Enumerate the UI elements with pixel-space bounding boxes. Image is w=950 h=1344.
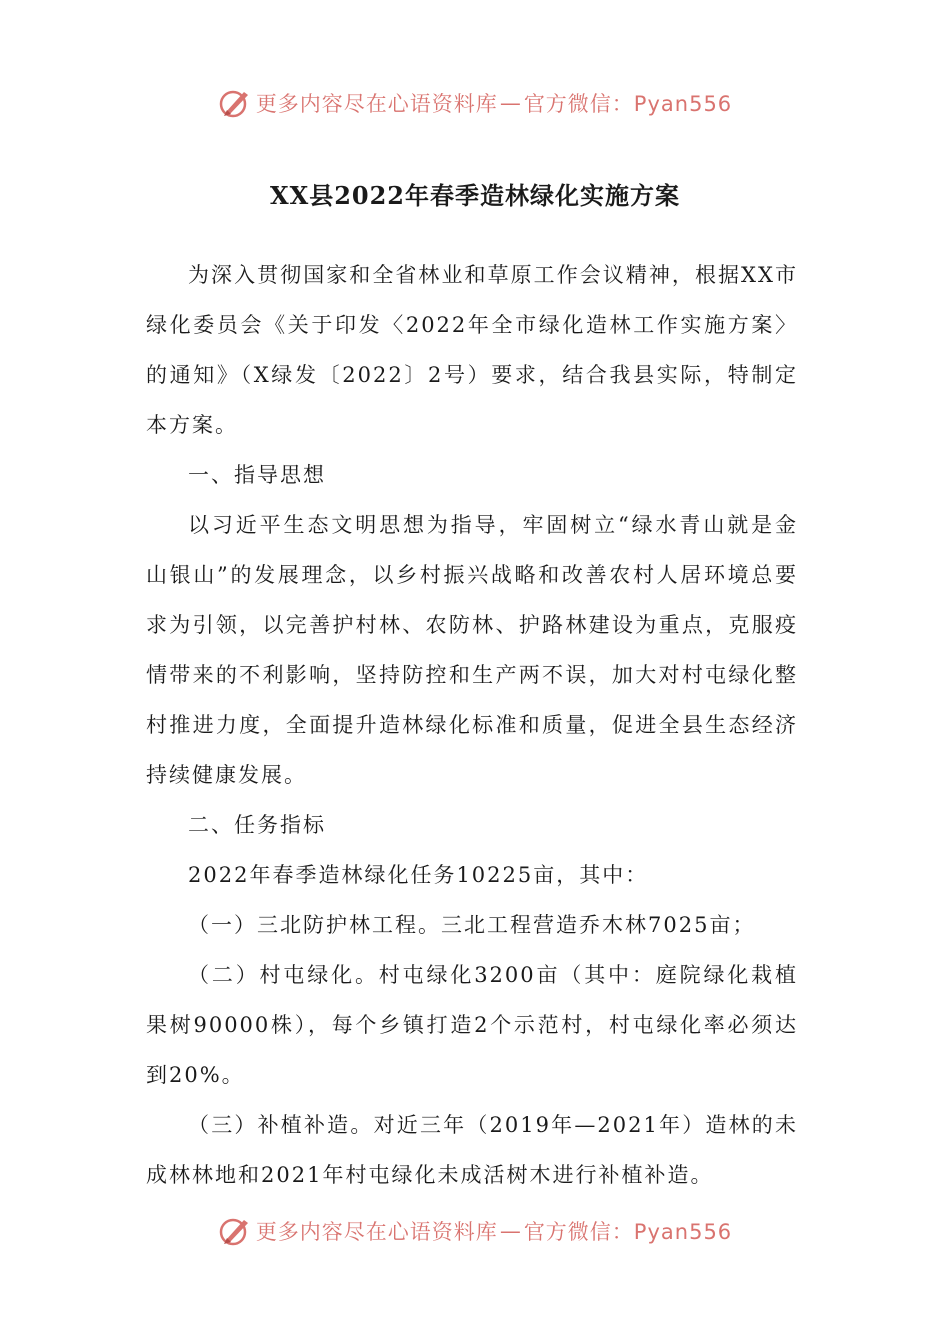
section-heading-task-indicators: 二、任务指标 bbox=[188, 813, 326, 837]
watermark-separator: — bbox=[499, 1219, 522, 1243]
pen-circle-icon bbox=[218, 1214, 252, 1248]
watermark-text: 更多内容尽在心语资料库 bbox=[255, 92, 498, 116]
pen-circle-icon bbox=[218, 86, 252, 120]
watermark-separator: — bbox=[499, 91, 522, 115]
section-heading-guiding-ideology: 一、指导思想 bbox=[188, 463, 326, 487]
task-total-paragraph: 2022年春季造林绿化任务10225亩，其中： bbox=[188, 863, 649, 887]
task-item-2: （二）村屯绿化。村屯绿化3200亩（其中：庭院绿化栽植果树90000株），每个乡镇打造2个示范村，村屯绿化率必须达到20%。 bbox=[146, 963, 798, 1087]
task-item-1: （一）三北防护林工程。三北工程营造乔木林7025亩； bbox=[188, 913, 756, 937]
guiding-ideology-paragraph: 以习近平生态文明思想为指导，牢固树立“绿水青山就是金山银山”的发展理念，以乡村振兴战略和改善农村人居环境总要求为引领，以完善护村林、农防林、护路林建设为重点，克服疫情带来的不利影响，坚持防控和生产两不误，加大对村屯绿化整村推进力度，全面提升造林绿化标准和质量，促进全县生态经济持续健康发展。 bbox=[146, 513, 798, 787]
watermark-official: 官方微信：Pyan556 bbox=[523, 92, 733, 116]
watermark-text: 更多内容尽在心语资料库 bbox=[255, 1220, 498, 1244]
watermark-banner-bottom bbox=[0, 1211, 950, 1251]
task-item-3: （三）补植补造。对近三年（2019年—2021年）造林的未成林林地和2021年村屯绿化未成活树木进行补植补造。 bbox=[146, 1113, 798, 1187]
watermark-official: 官方微信：Pyan556 bbox=[523, 1220, 733, 1244]
document-body bbox=[146, 250, 798, 1200]
document-title: XX县2022年春季造林绿化实施方案 bbox=[269, 181, 681, 210]
watermark-banner-top bbox=[0, 83, 950, 123]
intro-paragraph: 为深入贯彻国家和全省林业和草原工作会议精神，根据XX市绿化委员会《关于印发〈2022年全市绿化造林工作实施方案〉的通知》（X绿发〔2022〕2号）要求，结合我县实际，特制定本方案。 bbox=[146, 263, 798, 437]
